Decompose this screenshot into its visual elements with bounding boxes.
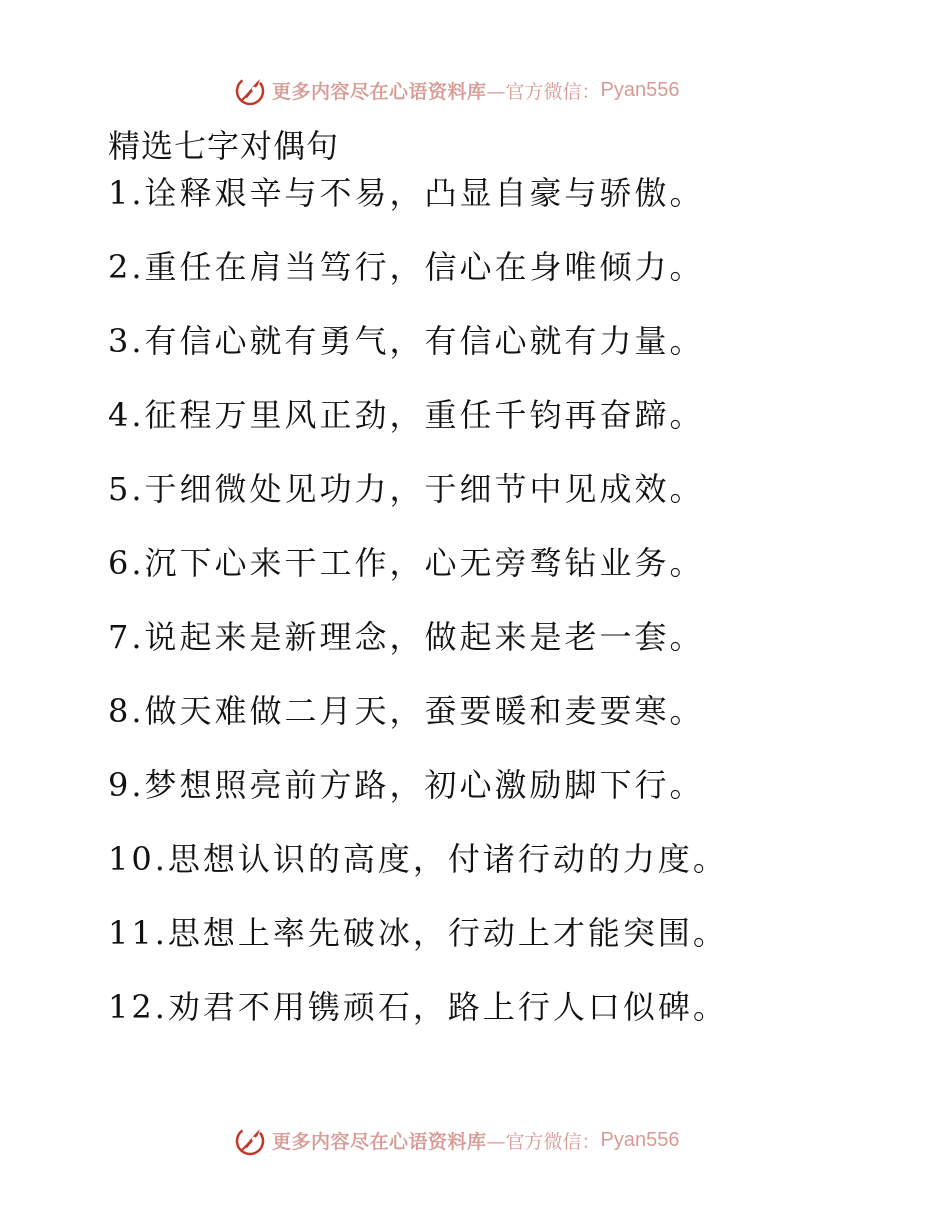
couplet-item: 9.梦想照亮前方路，初心激励脚下行。 [108,766,705,804]
quill-pen-circle-icon [234,73,268,107]
couplet-item: 7.说起来是新理念，做起来是老一套。 [108,618,705,656]
couplet-item: 3.有信心就有勇气，有信心就有力量。 [108,322,705,360]
watermark-wechat-id: Pyan556 [600,1128,680,1151]
couplet-item: 6.沉下心来干工作，心无旁骛钻业务。 [108,544,705,582]
watermark-text: 更多内容尽在心语资料库 [272,1130,487,1153]
document-title: 精选七字对偶句 [108,127,340,165]
watermark-contact-label: —官方微信： [486,1130,601,1153]
couplet-item: 1.诠释艰辛与不易，凸显自豪与骄傲。 [108,174,705,212]
couplet-item: 2.重任在肩当笃行，信心在身唯倾力。 [108,248,705,286]
watermark-wechat-id: Pyan556 [600,78,680,101]
watermark-contact-label: —官方微信： [486,80,601,103]
couplet-item: 12.劝君不用镌顽石，路上行人口似碑。 [108,988,728,1026]
couplet-item: 11.思想上率先破冰，行动上才能突围。 [108,914,728,952]
quill-pen-circle-icon [234,1123,268,1157]
header-watermark [234,72,680,108]
couplet-item: 5.于细微处见功力，于细节中见成效。 [108,470,705,508]
watermark-text: 更多内容尽在心语资料库 [272,80,487,103]
couplet-item: 4.征程万里风正劲，重任千钧再奋蹄。 [108,396,705,434]
couplet-list [108,170,728,1058]
couplet-item: 8.做天难做二月天，蚕要暖和麦要寒。 [108,692,705,730]
couplet-item: 10.思想认识的高度，付诸行动的力度。 [108,840,728,878]
footer-watermark [234,1122,680,1158]
